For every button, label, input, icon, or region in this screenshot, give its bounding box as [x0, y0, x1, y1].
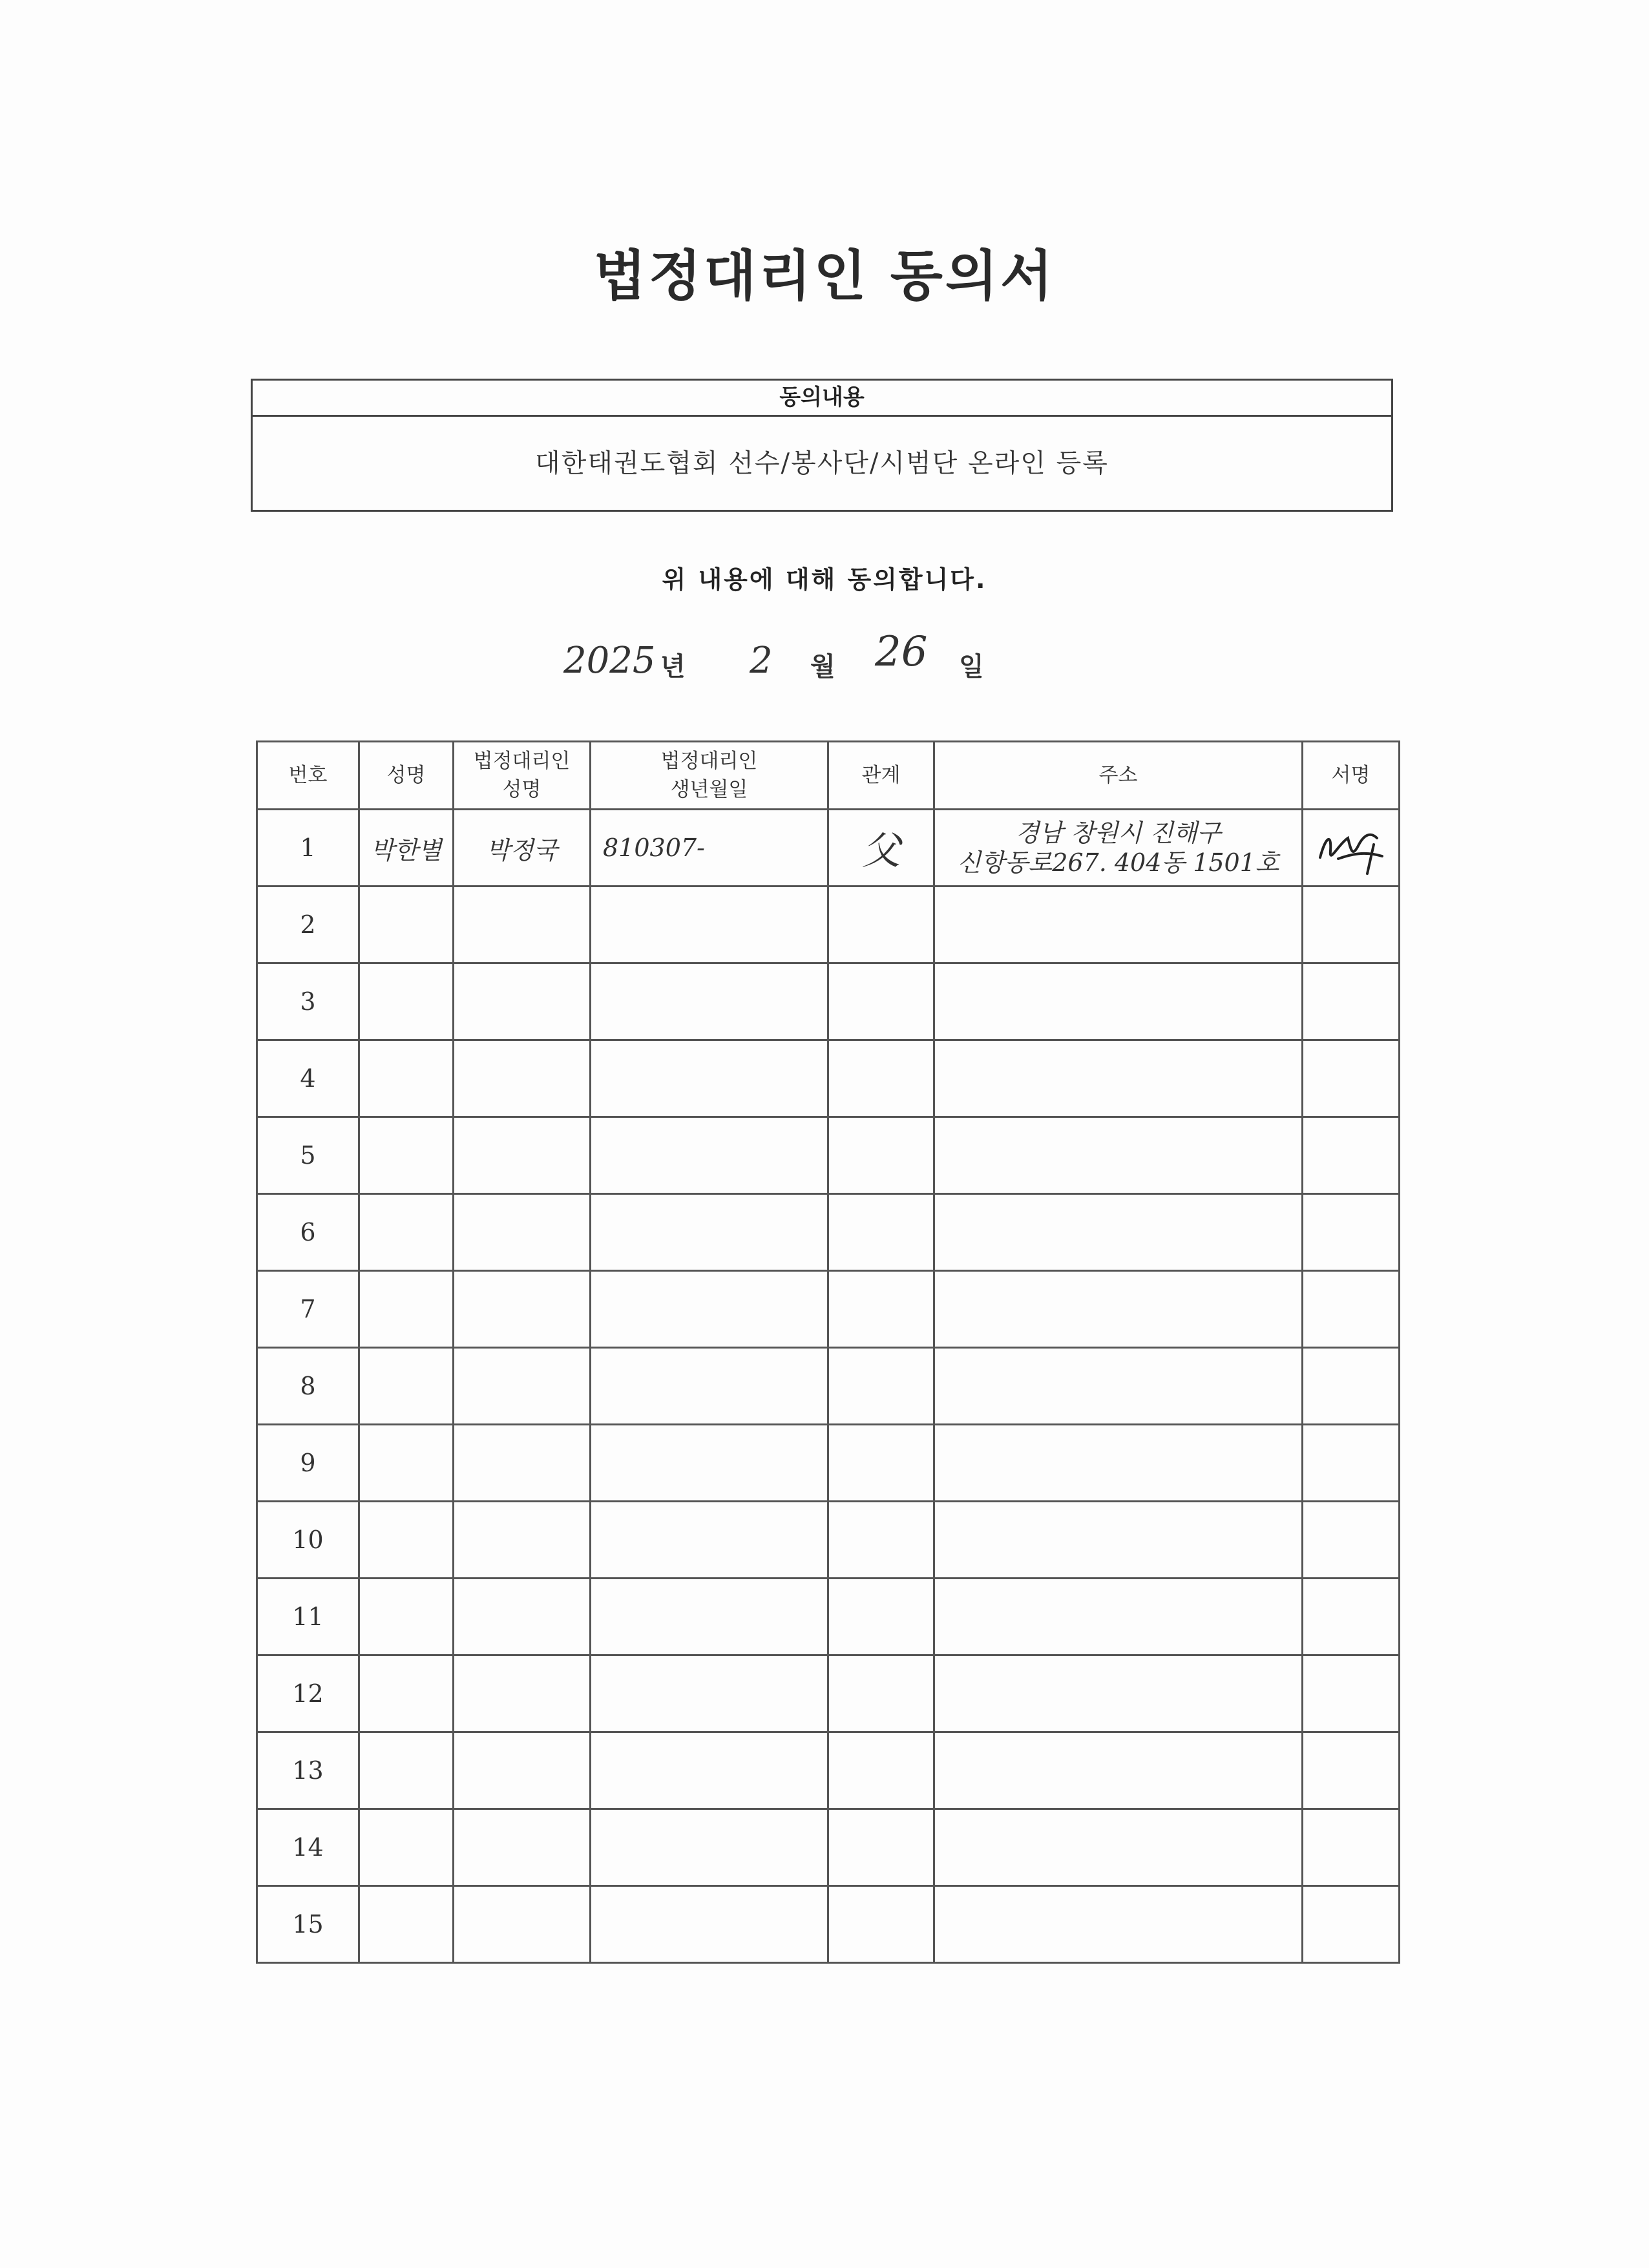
- empty-cell: [1303, 1117, 1400, 1194]
- table-row: [257, 1117, 1400, 1194]
- row-number: 6: [257, 1194, 359, 1271]
- empty-cell: [1303, 1194, 1400, 1271]
- empty-cell: [454, 1194, 591, 1271]
- header-name: 성명: [359, 742, 454, 810]
- empty-cell: [934, 1040, 1303, 1117]
- empty-cell: [454, 1425, 591, 1502]
- empty-cell: [454, 1732, 591, 1809]
- date-row: [0, 628, 1649, 698]
- empty-cell: [359, 1194, 454, 1271]
- row-number: 2: [257, 887, 359, 963]
- empty-cell: [591, 1655, 828, 1732]
- empty-cell: [454, 1655, 591, 1732]
- empty-cell: [591, 1886, 828, 1963]
- consent-header: 동의내용: [253, 381, 1391, 417]
- empty-cell: [359, 1117, 454, 1194]
- empty-cell: [828, 1732, 934, 1809]
- empty-cell: [828, 1194, 934, 1271]
- row-number: 14: [257, 1809, 359, 1886]
- table-row: [257, 1809, 1400, 1886]
- guardian-birth: 810307-: [591, 810, 828, 887]
- address: [934, 810, 1303, 887]
- table-row: [257, 1732, 1400, 1809]
- guardian-name: 박정국: [454, 810, 591, 887]
- empty-cell: [591, 1579, 828, 1655]
- table-row: [257, 963, 1400, 1040]
- table-row: [257, 1579, 1400, 1655]
- empty-cell: [591, 1425, 828, 1502]
- empty-cell: [591, 963, 828, 1040]
- child-name: 박한별: [359, 810, 454, 887]
- agreement-statement: 위 내용에 대해 동의합니다.: [662, 565, 987, 594]
- empty-cell: [1303, 1732, 1400, 1809]
- empty-cell: [828, 887, 934, 963]
- guardian-table: [256, 740, 1400, 1964]
- empty-cell: [591, 1732, 828, 1809]
- row-number: 5: [257, 1117, 359, 1194]
- empty-cell: [828, 1348, 934, 1425]
- empty-cell: [454, 887, 591, 963]
- row-number: 3: [257, 963, 359, 1040]
- empty-cell: [1303, 1348, 1400, 1425]
- consent-content: 대한태권도협회 선수/봉사단/시범단 온라인 등록: [535, 448, 1109, 478]
- header-guardian-name: [454, 742, 591, 810]
- empty-cell: [591, 887, 828, 963]
- empty-cell: [828, 1809, 934, 1886]
- header-guardian-birth-line1: 법정대리인: [660, 750, 758, 773]
- empty-cell: [454, 1502, 591, 1579]
- header-guardian-birth-line2: 생년월일: [670, 778, 748, 801]
- empty-cell: [934, 1886, 1303, 1963]
- table-row: [257, 810, 1400, 887]
- row-number: 10: [257, 1502, 359, 1579]
- address-line2: 신항동로267. 404동 1501호: [957, 848, 1279, 877]
- empty-cell: [934, 1194, 1303, 1271]
- empty-cell: [591, 1809, 828, 1886]
- empty-cell: [828, 1425, 934, 1502]
- empty-cell: [454, 1809, 591, 1886]
- table-row: [257, 1348, 1400, 1425]
- empty-cell: [454, 963, 591, 1040]
- empty-cell: [454, 1271, 591, 1348]
- row-number: 1: [257, 810, 359, 887]
- empty-cell: [934, 1502, 1303, 1579]
- empty-cell: [359, 887, 454, 963]
- empty-cell: [359, 1271, 454, 1348]
- empty-cell: [828, 1040, 934, 1117]
- empty-cell: [591, 1040, 828, 1117]
- row-number: 8: [257, 1348, 359, 1425]
- address-line1: 경남 창원시 진해구: [1015, 819, 1221, 847]
- empty-cell: [359, 1425, 454, 1502]
- empty-cell: [591, 1502, 828, 1579]
- consent-box: [251, 379, 1393, 512]
- empty-cell: [934, 887, 1303, 963]
- empty-cell: [359, 1655, 454, 1732]
- empty-cell: [828, 963, 934, 1040]
- empty-cell: [454, 1579, 591, 1655]
- row-number: 11: [257, 1579, 359, 1655]
- empty-cell: [934, 1117, 1303, 1194]
- empty-cell: [828, 1271, 934, 1348]
- empty-cell: [359, 1040, 454, 1117]
- empty-cell: [1303, 963, 1400, 1040]
- empty-cell: [359, 1502, 454, 1579]
- empty-cell: [591, 1117, 828, 1194]
- empty-cell: [454, 1040, 591, 1117]
- table-row: [257, 1194, 1400, 1271]
- empty-cell: [1303, 1040, 1400, 1117]
- empty-cell: [934, 1579, 1303, 1655]
- empty-cell: [359, 1732, 454, 1809]
- header-guardian-name-line2: 성명: [502, 778, 541, 801]
- row-number: 13: [257, 1732, 359, 1809]
- empty-cell: [454, 1886, 591, 1963]
- signature: [1303, 810, 1400, 887]
- empty-cell: [359, 1579, 454, 1655]
- empty-cell: [591, 1271, 828, 1348]
- row-number: 4: [257, 1040, 359, 1117]
- empty-cell: [1303, 1425, 1400, 1502]
- header-no: 번호: [257, 742, 359, 810]
- empty-cell: [934, 1425, 1303, 1502]
- empty-cell: [591, 1194, 828, 1271]
- empty-cell: [828, 1579, 934, 1655]
- date-day: 26: [875, 628, 928, 676]
- empty-cell: [828, 1117, 934, 1194]
- empty-cell: [828, 1502, 934, 1579]
- empty-cell: [454, 1117, 591, 1194]
- empty-cell: [359, 1886, 454, 1963]
- header-address: 주소: [934, 742, 1303, 810]
- header-relation: 관계: [828, 742, 934, 810]
- date-month-unit: 월: [810, 652, 835, 682]
- date-month: 2: [750, 640, 773, 682]
- date-year-unit: 년: [660, 652, 686, 682]
- empty-cell: [934, 1655, 1303, 1732]
- header-guardian-birth: [591, 742, 828, 810]
- empty-cell: [359, 1809, 454, 1886]
- empty-cell: [454, 1348, 591, 1425]
- empty-cell: [1303, 1271, 1400, 1348]
- document-title: 법정대리인 동의서: [593, 244, 1056, 308]
- empty-cell: [1303, 1579, 1400, 1655]
- empty-cell: [359, 963, 454, 1040]
- empty-cell: [591, 1348, 828, 1425]
- table-row: [257, 1040, 1400, 1117]
- empty-cell: [359, 1348, 454, 1425]
- row-number: 12: [257, 1655, 359, 1732]
- table-row: [257, 1425, 1400, 1502]
- empty-cell: [934, 1271, 1303, 1348]
- empty-cell: [934, 1732, 1303, 1809]
- table-row: [257, 1271, 1400, 1348]
- row-number: 15: [257, 1886, 359, 1963]
- empty-cell: [934, 1348, 1303, 1425]
- signature-scribble: [1312, 819, 1390, 877]
- header-signature: 서명: [1303, 742, 1400, 810]
- empty-cell: [934, 963, 1303, 1040]
- empty-cell: [1303, 887, 1400, 963]
- table-row: [257, 1502, 1400, 1579]
- table-row: [257, 1886, 1400, 1963]
- empty-cell: [934, 1809, 1303, 1886]
- relation: 父: [828, 810, 934, 887]
- empty-cell: [828, 1655, 934, 1732]
- row-number: 7: [257, 1271, 359, 1348]
- header-guardian-name-line1: 법정대리인: [473, 750, 571, 773]
- empty-cell: [1303, 1886, 1400, 1963]
- table-header-row: [257, 742, 1400, 810]
- row-number: 9: [257, 1425, 359, 1502]
- empty-cell: [1303, 1655, 1400, 1732]
- date-day-unit: 일: [959, 652, 984, 682]
- empty-cell: [1303, 1502, 1400, 1579]
- date-year: 2025: [563, 640, 656, 682]
- empty-cell: [828, 1886, 934, 1963]
- empty-cell: [1303, 1809, 1400, 1886]
- table-row: [257, 887, 1400, 963]
- table-row: [257, 1655, 1400, 1732]
